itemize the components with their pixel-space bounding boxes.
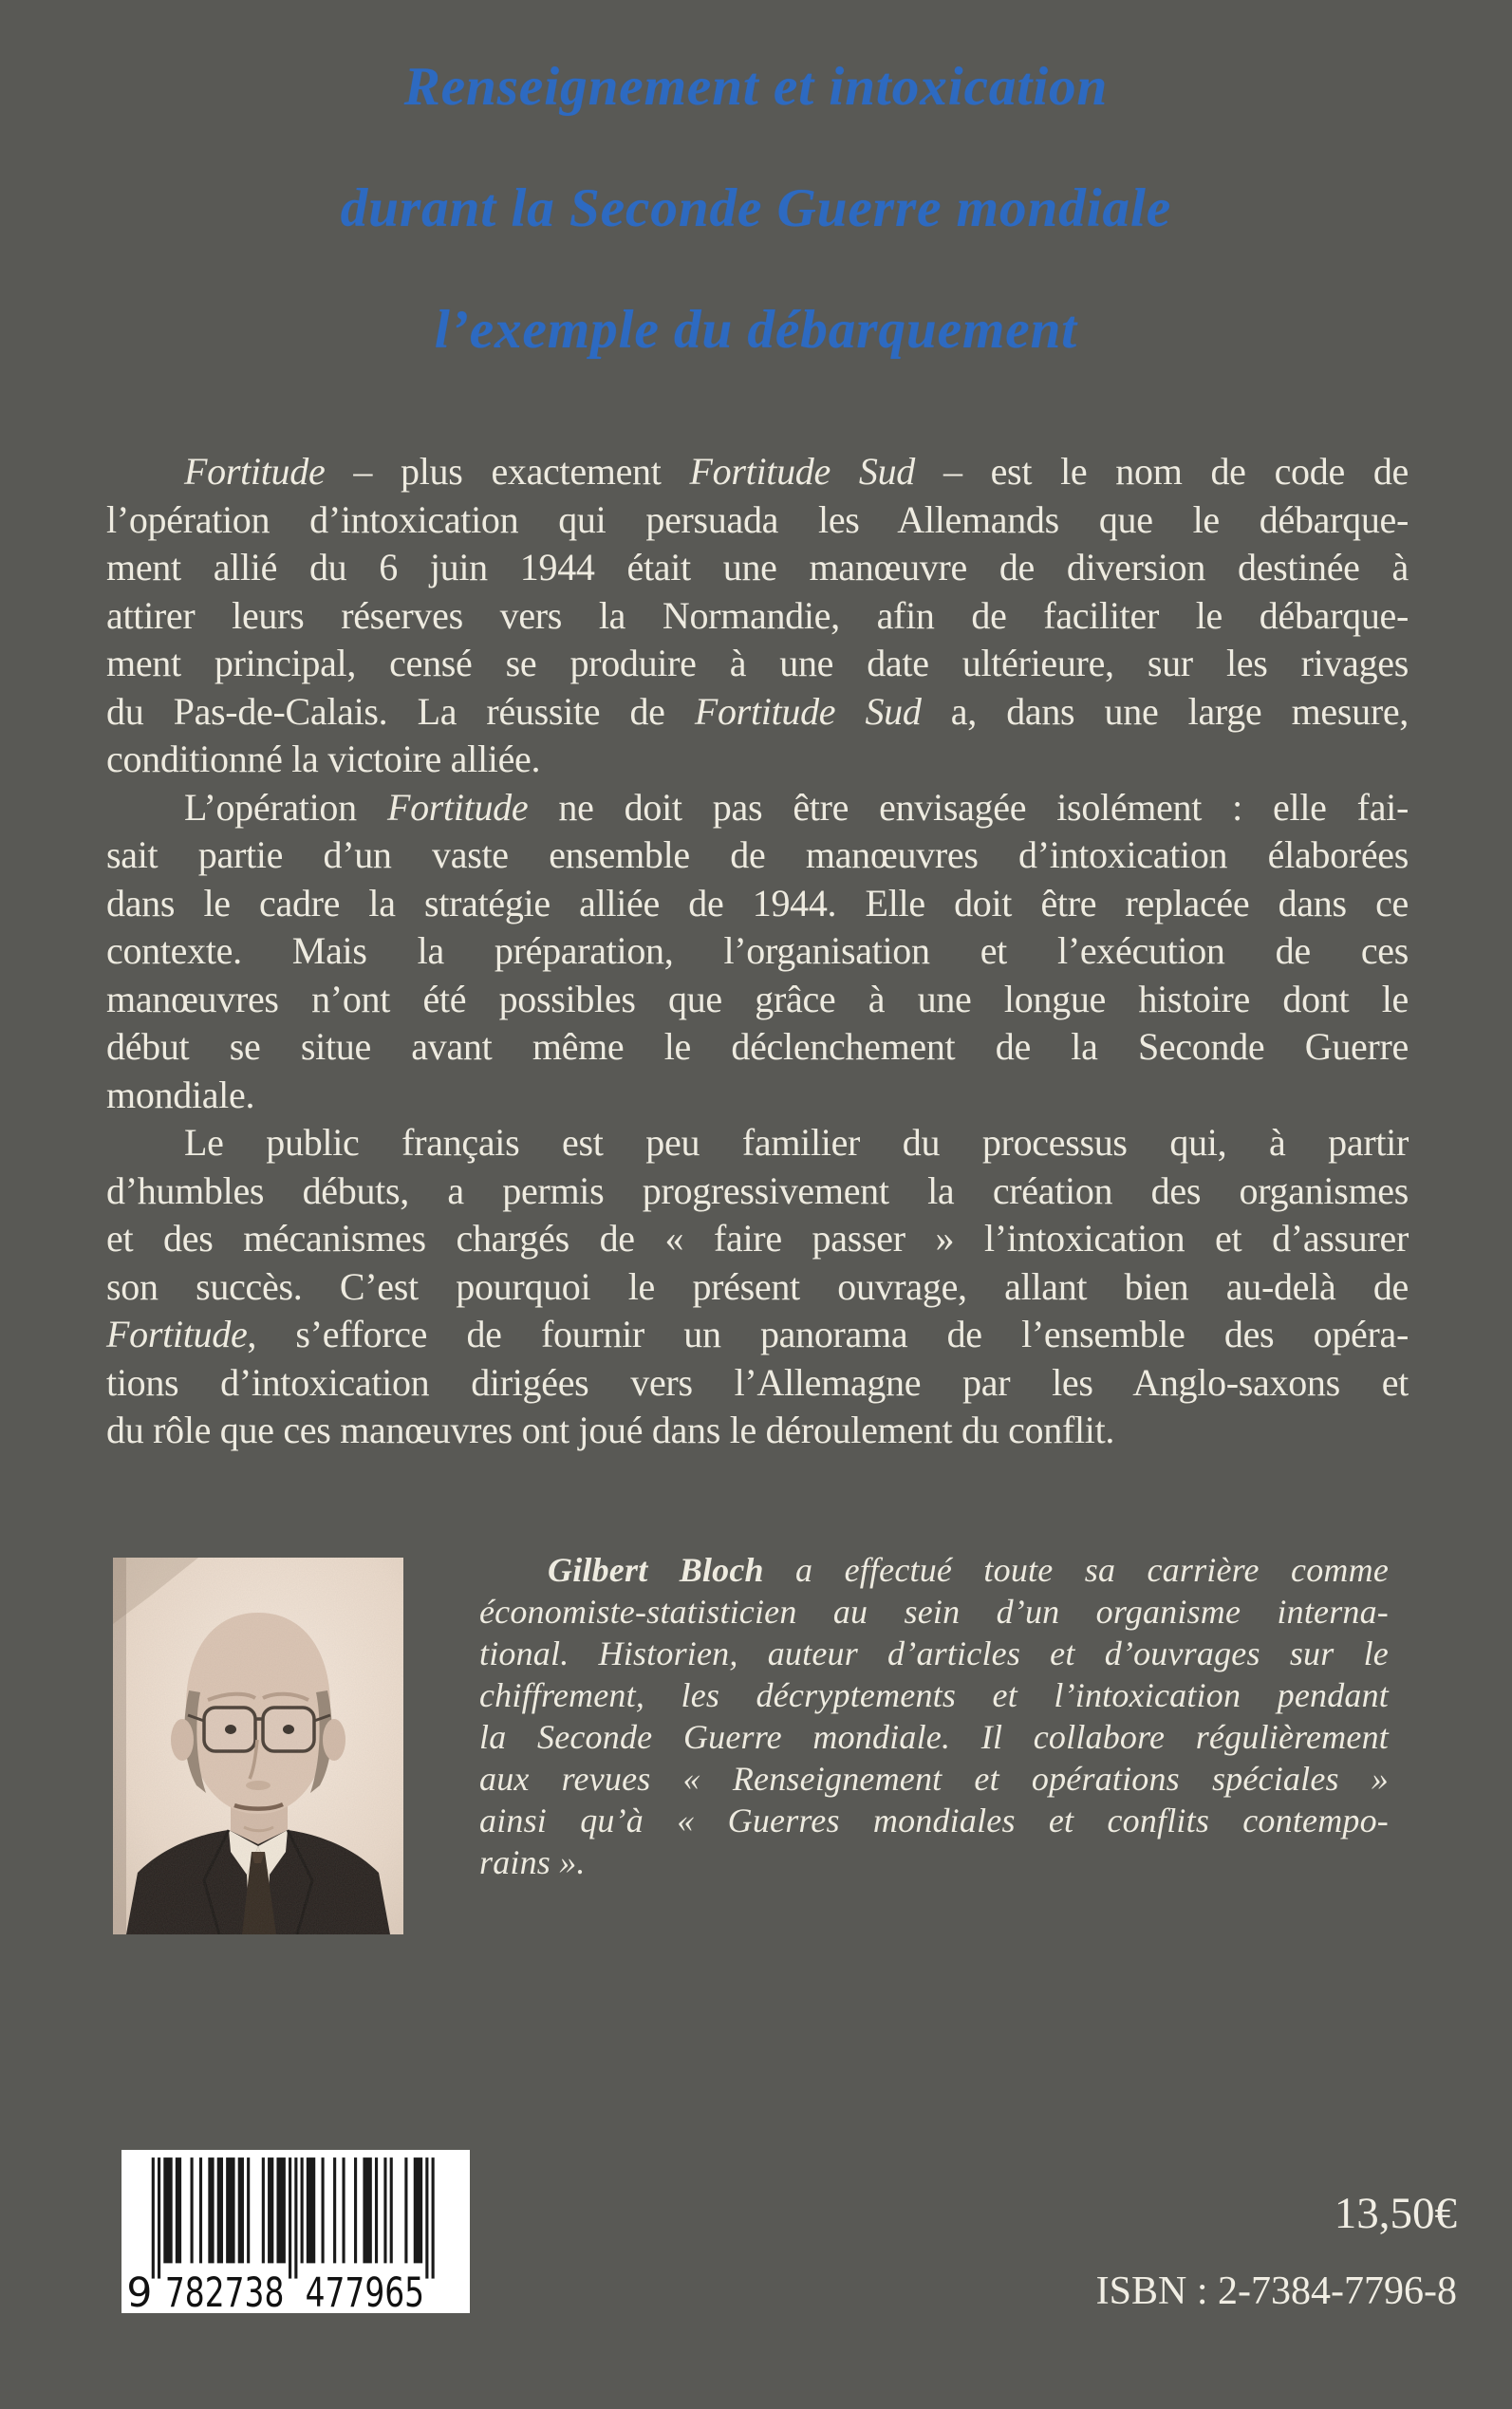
synopsis: [106, 448, 1409, 1455]
text-line: mondiale.: [106, 1073, 255, 1116]
text-line: du Pas-de-Calais. La réussite de Fortitude Sud a, dans une large mesure,: [106, 689, 1409, 733]
text-line: l’opération d’intoxication qui persuada les Allemands que le débarque-: [106, 497, 1409, 541]
barcode: [121, 2150, 470, 2313]
price: 13,50€: [1334, 2189, 1457, 2238]
isbn: ISBN : 2-7384-7796-8: [1095, 2269, 1457, 2313]
book-title: [0, 27, 1512, 391]
text-line: son succès. C’est pourquoi le présent ouvrage, allant bien au-delà de: [106, 1264, 1409, 1308]
barcode-digit-group-2: 782738: [164, 2269, 285, 2313]
text-line: la Seconde Guerre mondiale. Il collabore régulièrement: [479, 1718, 1389, 1756]
text-line: tions d’intoxication dirigées vers l’Allemagne par les Anglo-saxons et: [106, 1360, 1409, 1404]
text-line: conditionné la victoire alliée.: [106, 738, 541, 780]
text-line: ainsi qu’à « Guerres mondiales et conflits contempo-: [479, 1802, 1389, 1839]
barcode-digit-group-3: 477965: [305, 2269, 425, 2313]
text-line: tional. Historien, auteur d’articles et d’ouvrages sur le: [479, 1634, 1389, 1672]
barcode-bars: [121, 2150, 470, 2313]
text-line: Gilbert Bloch a effectué toute sa carrière comme: [548, 1551, 1389, 1589]
title-line-2: durant la Seconde Guerre mondiale: [340, 178, 1172, 238]
author-bio: [479, 1549, 1389, 1883]
text-line: attirer leurs réserves vers la Normandie, afin de faciliter le débarque-: [106, 593, 1409, 637]
barcode-digit-group-1: 9: [126, 2269, 153, 2313]
title-line-3: l’exemple du débarquement: [434, 300, 1078, 360]
text-line: aux revues « Renseignement et opérations spéciales »: [479, 1760, 1389, 1798]
text-line: ment principal, censé se produire à une date ultérieure, sur les rivages: [106, 642, 1409, 684]
text-line: dans le cadre la stratégie alliée de 1944. Elle doit être replacée dans ce: [106, 881, 1409, 924]
text-line: sait partie d’un vaste ensemble de manœuvres d’intoxication élaborées: [106, 833, 1409, 876]
author-portrait-illustration: [113, 1558, 403, 1934]
text-line: Le public français est peu familier du processus qui, à partir: [184, 1121, 1409, 1164]
text-line: économiste-statisticien au sein d’un organisme interna-: [479, 1593, 1389, 1631]
title-line-1: Renseignement et intoxication: [403, 57, 1109, 117]
text-line: ment allié du 6 juin 1944 était une manœuvre de diversion destinée à: [106, 546, 1409, 588]
text-line: Fortitude – plus exactement Fortitude Sud – est le nom de code de: [184, 450, 1409, 493]
text-line: L’opération Fortitude ne doit pas être envisagée isolément : elle fai-: [184, 785, 1409, 829]
text-line: et des mécanismes chargés de « faire passer » l’intoxication et d’assurer: [106, 1217, 1409, 1260]
text-line: contexte. Mais la préparation, l’organisation et l’exécution de ces: [106, 929, 1409, 972]
text-line: Fortitude, s’efforce de fournir un panorama de l’ensemble des opéra-: [106, 1313, 1409, 1355]
text-line: d’humbles débuts, a permis progressivement la création des organismes: [106, 1168, 1409, 1212]
text-line: chiffrement, les décryptements et l’intoxication pendant: [479, 1676, 1389, 1714]
text-line: du rôle que ces manœuvres ont joué dans le déroulement du conflit.: [106, 1409, 1115, 1451]
text-line: rains ».: [479, 1843, 586, 1881]
text-line: début se situe avant même le déclenchement de la Seconde Guerre: [106, 1025, 1409, 1068]
author-photo: [113, 1558, 403, 1934]
text-line: manœuvres n’ont été possibles que grâce à une longue histoire dont le: [106, 977, 1409, 1020]
